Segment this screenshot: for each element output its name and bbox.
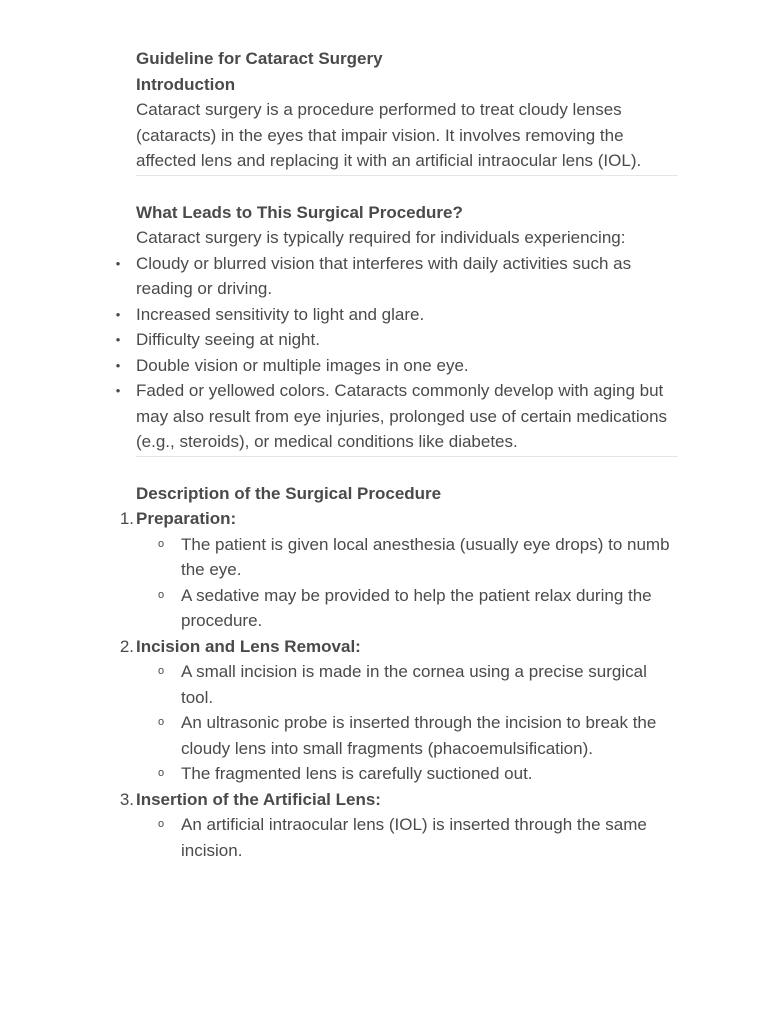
list-item-text: Faded or yellowed colors. Cataracts commonly develop with aging but may also result from eye injuries, prolonged use of certain medications (e.g., steroids), or medical conditions like diabetes. [136,381,668,451]
bullet-icon: • [115,332,121,347]
step-number: 3. [119,789,134,809]
sub-list-item [158,710,678,761]
sub-list-item [158,659,678,710]
sub-item-text: The fragmented lens is carefully suctioned out. [181,764,533,783]
circle-bullet-icon: o [158,588,165,601]
list-item-text: Difficulty seeing at night. [136,330,320,349]
causes-heading: What Leads to This Surgical Procedure? [136,202,463,222]
list-item [115,327,678,353]
circle-bullet-icon: o [158,767,165,779]
procedure-step [119,634,678,787]
step-subitems [136,812,678,863]
procedure-step [119,787,678,864]
bullet-icon: • [115,383,121,398]
procedure-steps [119,506,678,863]
sub-list-item [158,532,678,583]
bullet-icon: • [115,255,121,271]
intro-paragraph: Cataract surgery is a procedure performed to treat cloudy lenses (cataracts) in the eyes that impair vision. It involves removing the affected lens and replacing it with an artificial intraocular lens (IOL). [136,100,642,170]
step-subitems [136,532,678,634]
list-item [115,353,678,379]
intro-heading: Introduction [136,74,236,94]
sub-list-item [158,812,678,863]
document-title: Guideline for Cataract Surgery [136,49,383,68]
circle-bullet-icon: o [158,665,165,677]
step-label: Incision and Lens Removal: [136,636,361,656]
document-page [115,46,678,863]
step-label: Insertion of the Artificial Lens: [136,789,381,809]
sub-item-text: A sedative may be provided to help the patient relax during the procedure. [181,585,652,630]
sub-item-text: An ultrasonic probe is inserted through the incision to break the cloudy lens into small fragments (phacoemulsification). [181,713,657,758]
causes-list [115,251,678,455]
bullet-icon: • [115,306,121,322]
procedure-step [119,506,678,634]
step-number: 1. [119,509,134,528]
step-label: Preparation: [136,509,237,528]
circle-bullet-icon: o [158,716,165,728]
sub-list-item [158,761,678,787]
list-item [115,378,678,455]
circle-bullet-icon: o [158,818,165,830]
list-item-text: Increased sensitivity to light and glare. [136,304,425,324]
step-subitems [136,659,678,787]
list-item [115,251,678,302]
sub-list-item [158,583,678,634]
sub-item-text: An artificial intraocular lens (IOL) is inserted through the same incision. [181,815,647,860]
causes-lead: Cataract surgery is typically required for individuals experiencing: [136,228,626,247]
list-item [115,302,678,328]
sub-item-text: A small incision is made in the cornea using a precise surgical tool. [181,662,647,707]
step-number: 2. [119,636,134,656]
bullet-icon: • [115,357,121,373]
list-item-text: Cloudy or blurred vision that interferes with daily activities such as reading or driving. [136,253,632,298]
sub-item-text: The patient is given local anesthesia (usually eye drops) to numb the eye. [181,534,670,579]
circle-bullet-icon: o [158,537,165,550]
procedure-heading: Description of the Surgical Procedure [136,483,442,503]
list-item-text: Double vision or multiple images in one eye. [136,355,469,375]
